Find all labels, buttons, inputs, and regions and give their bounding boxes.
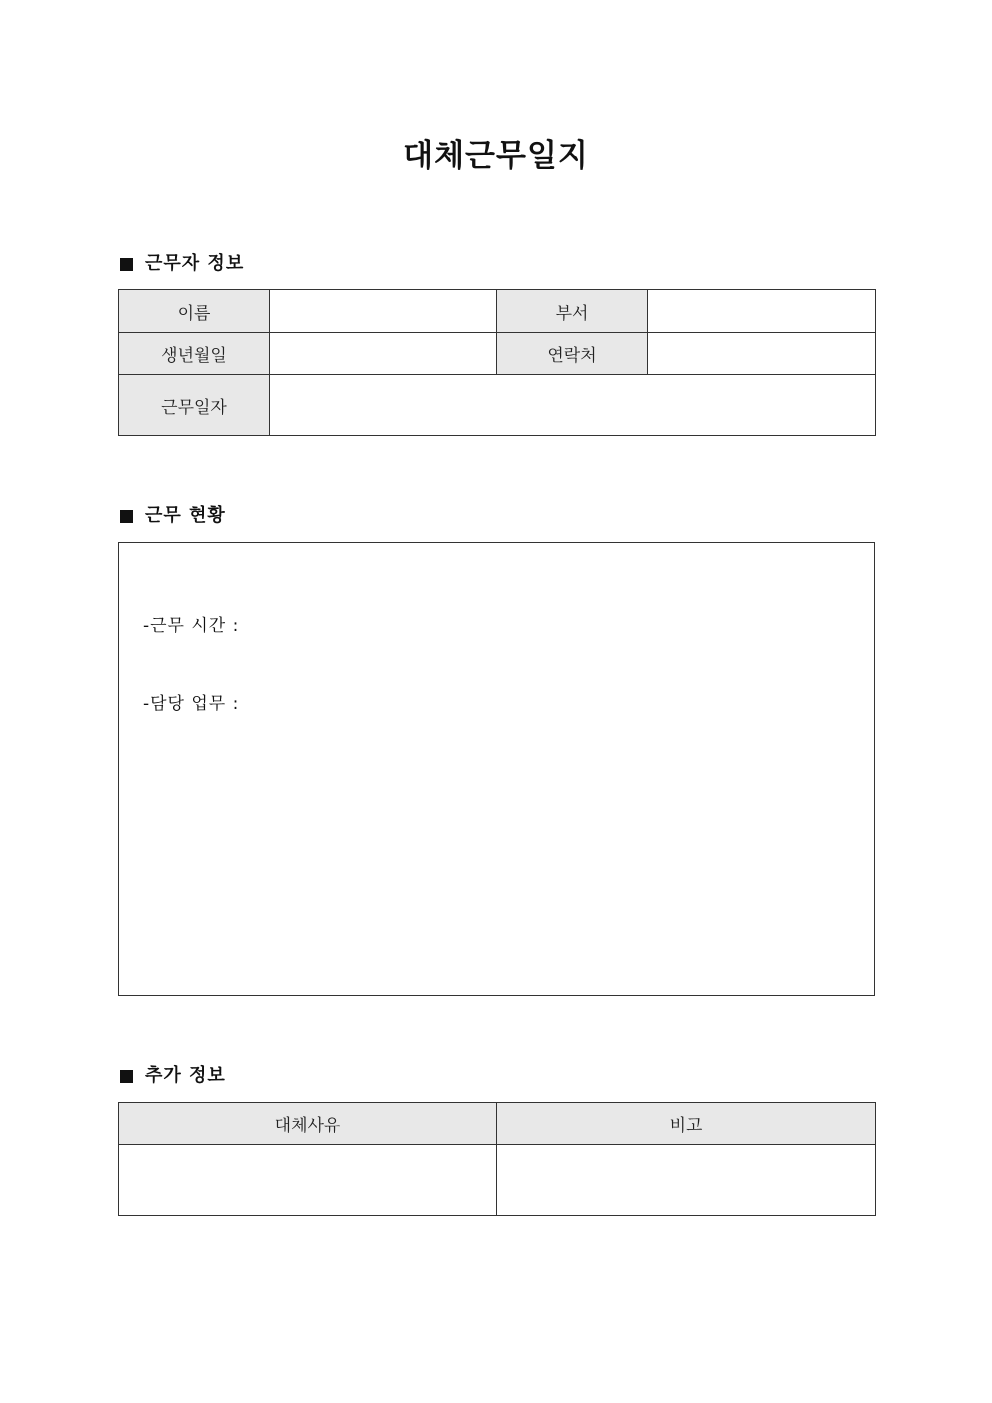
work-hours-line: -근무 시간 :	[143, 616, 240, 636]
birthdate-field[interactable]	[270, 333, 497, 375]
name-field[interactable]	[270, 290, 497, 333]
additional-info-heading	[120, 1063, 226, 1089]
work-status-box[interactable]	[118, 542, 875, 996]
table-row	[119, 333, 876, 375]
worker-info-table	[118, 289, 876, 436]
birthdate-label: 생년월일	[119, 333, 270, 375]
square-bullet-icon	[120, 1070, 133, 1083]
name-label: 이름	[119, 290, 270, 333]
table-row	[119, 290, 876, 333]
assigned-duty-line: -담당 업무 :	[143, 694, 240, 714]
document-title: 대체근무일지	[403, 138, 589, 174]
table-row	[119, 1145, 876, 1216]
work-status-heading-text: 근무 현황	[145, 505, 226, 526]
square-bullet-icon	[120, 510, 133, 523]
worker-info-heading-text: 근무자 정보	[145, 253, 245, 274]
contact-field[interactable]	[648, 333, 876, 375]
remarks-field[interactable]	[497, 1145, 876, 1216]
contact-label: 연락처	[497, 333, 648, 375]
department-field[interactable]	[648, 290, 876, 333]
square-bullet-icon	[120, 258, 133, 271]
table-row	[119, 1103, 876, 1145]
worker-info-heading	[120, 251, 244, 277]
work-date-field[interactable]	[270, 375, 876, 436]
substitute-reason-field[interactable]	[119, 1145, 497, 1216]
additional-info-table	[118, 1102, 876, 1216]
additional-info-heading-text: 추가 정보	[145, 1065, 226, 1086]
department-label: 부서	[497, 290, 648, 333]
substitute-reason-label: 대체사유	[119, 1103, 497, 1145]
work-date-label: 근무일자	[119, 375, 270, 436]
work-status-heading	[120, 503, 226, 529]
remarks-label: 비고	[497, 1103, 876, 1145]
work-status-content	[143, 561, 239, 769]
table-row	[119, 375, 876, 436]
